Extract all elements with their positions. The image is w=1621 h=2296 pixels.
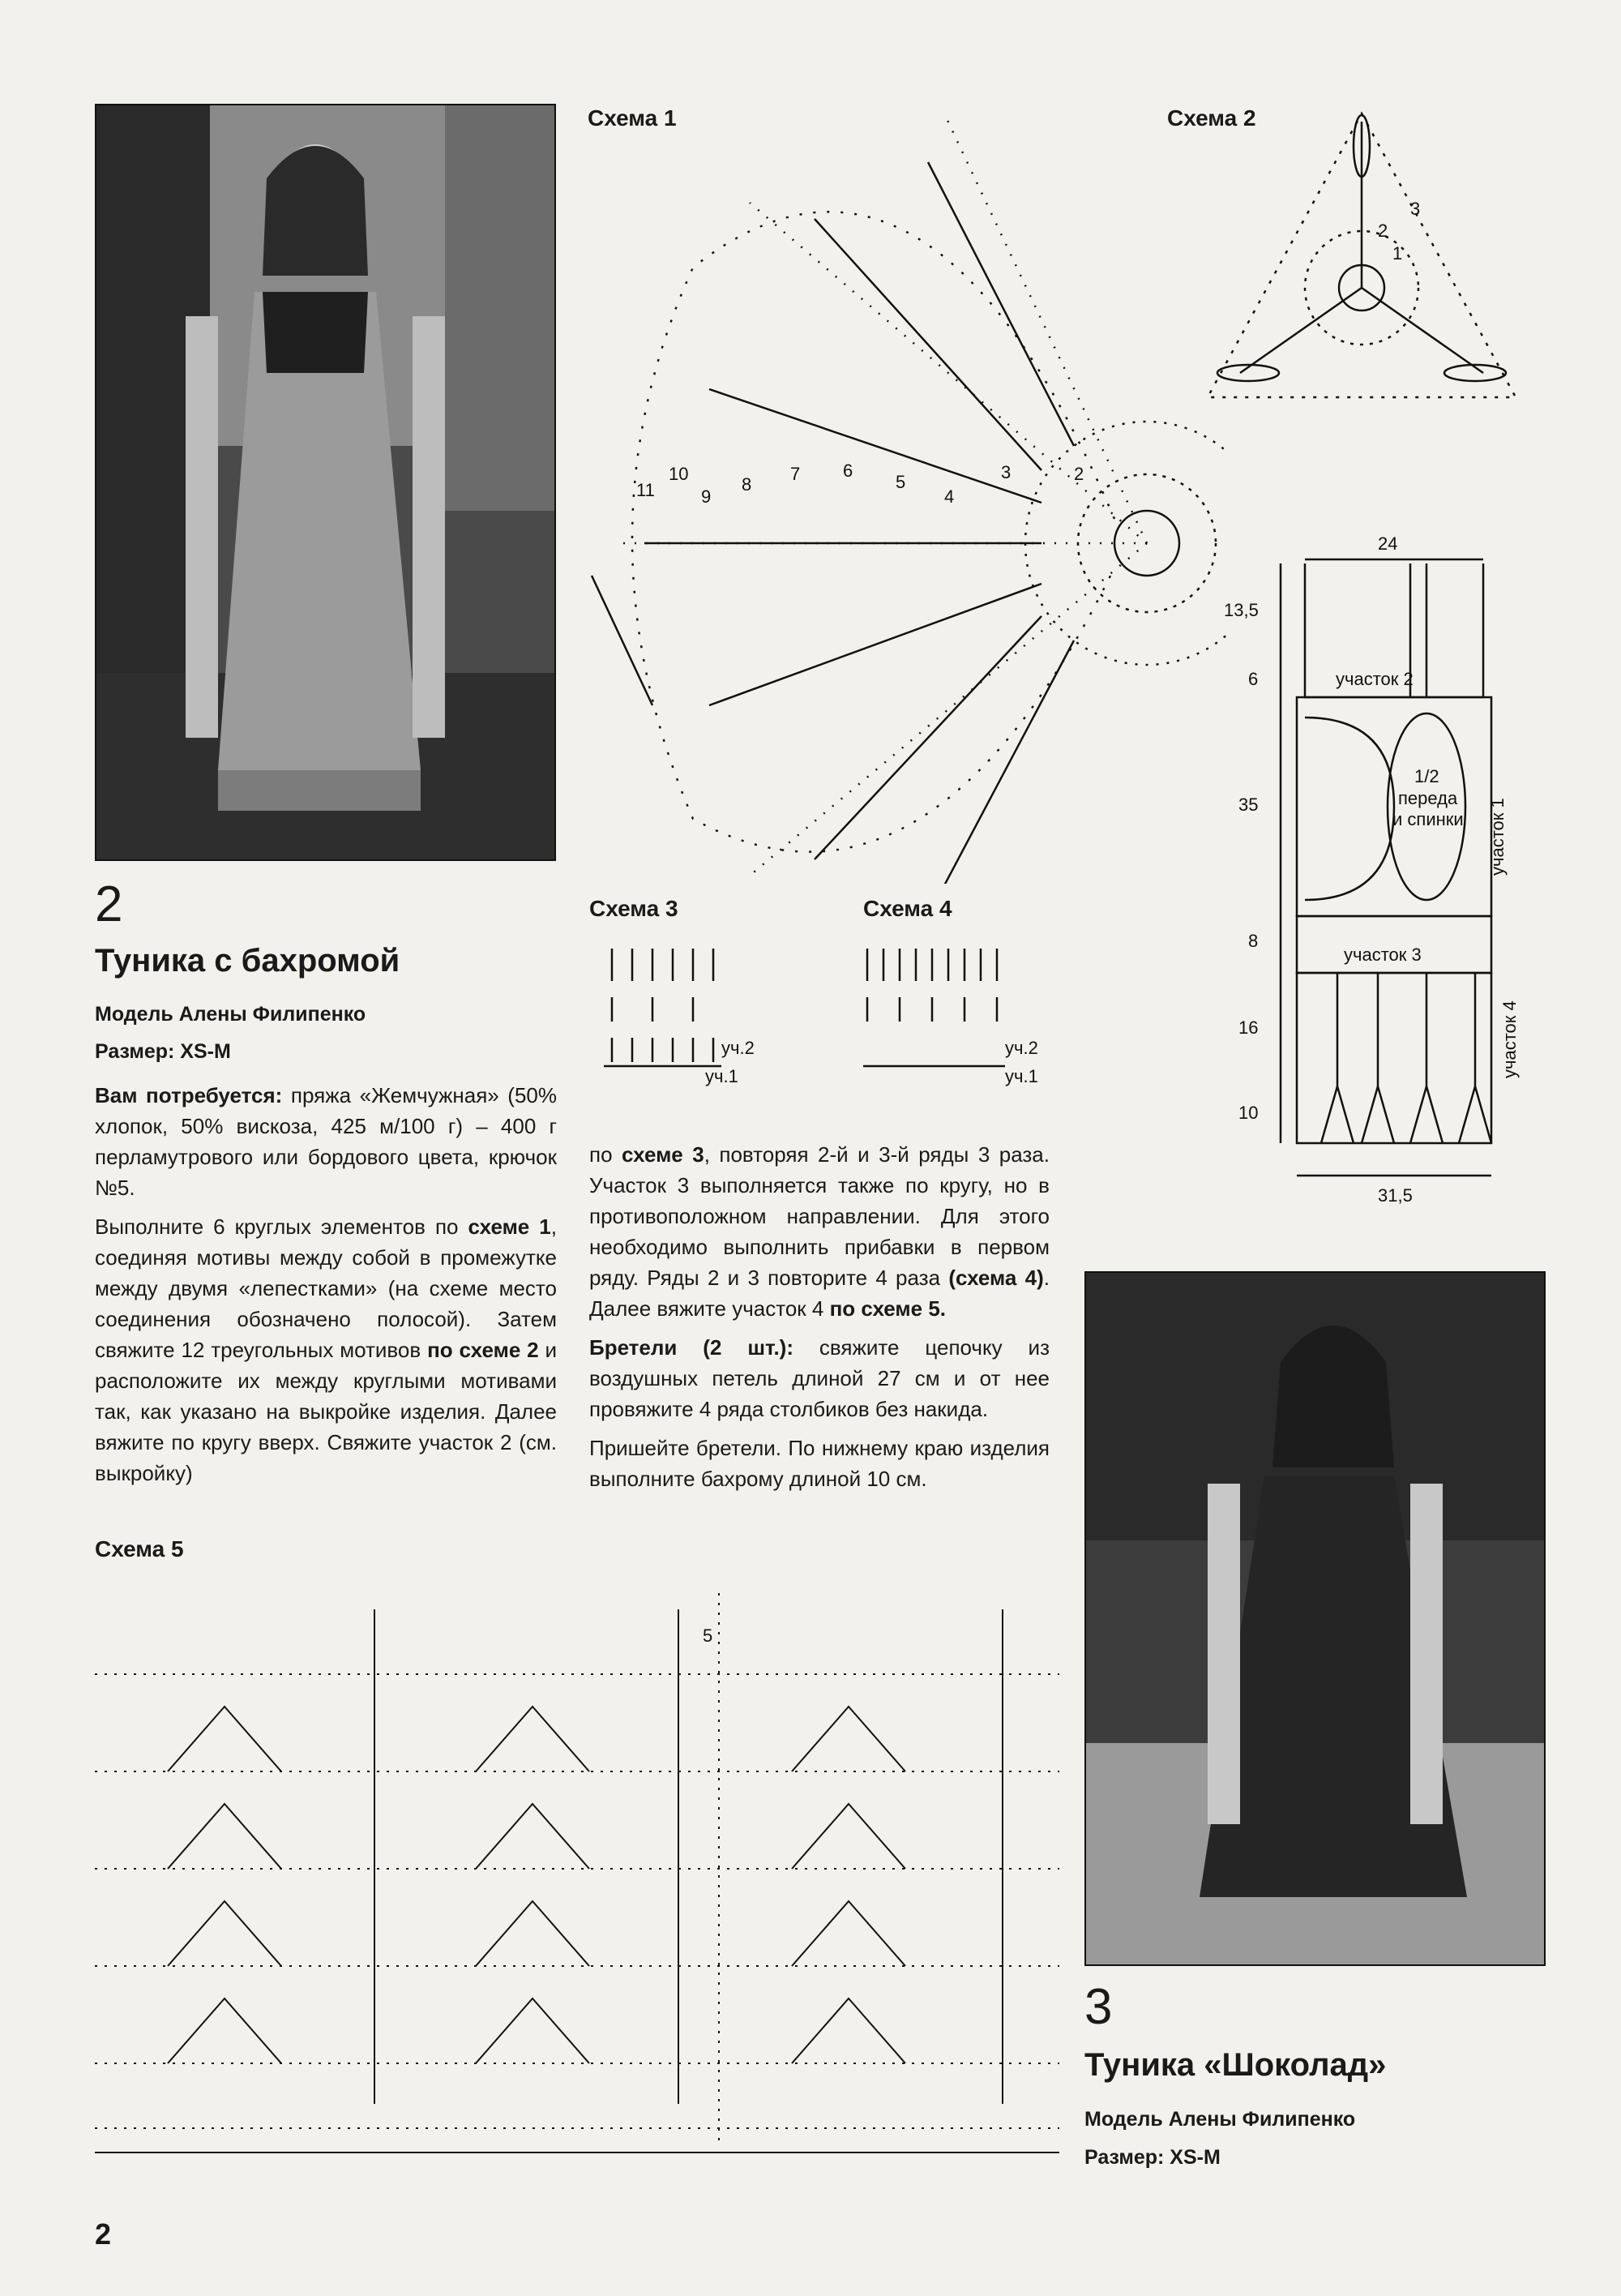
dim-bottom-width: 31,5	[1378, 1185, 1413, 1206]
dim-6: 6	[1248, 669, 1259, 689]
scheme-2-diagram	[1191, 97, 1532, 413]
scheme-5-label: Схема 5	[95, 1536, 184, 1561]
dim-top-width: 24	[1378, 533, 1398, 554]
scheme-5-diagram	[95, 1577, 1067, 2169]
scheme-1-label: Схема 1	[588, 105, 677, 131]
dim-8: 8	[1248, 931, 1259, 951]
scheme-3-label: Схема 3	[589, 896, 678, 921]
s2-row-2: 2	[1378, 221, 1388, 241]
row-9-label: 9	[701, 486, 712, 507]
text: по	[589, 1142, 622, 1167]
s5-repeat-marker: 5	[703, 1626, 713, 1646]
item-model: Модель Алены Филипенко	[95, 1003, 366, 1026]
scheme-4-diagram	[859, 932, 1054, 1086]
text: (схема 4)	[948, 1266, 1044, 1290]
zone-2-label: участок 2	[1336, 669, 1414, 689]
dim-16: 16	[1238, 1017, 1259, 1038]
item-3-model: Модель Алены Филипенко	[1084, 2108, 1356, 2131]
s4-uch2: уч.2	[1005, 1038, 1038, 1058]
text: по схеме 2	[427, 1338, 539, 1362]
item-number: 2	[95, 876, 123, 932]
instructions-col-2	[589, 1139, 1050, 1502]
garment-pattern	[1216, 503, 1572, 1224]
item-title: Туника с бахромой	[95, 943, 400, 979]
text: схеме 3	[622, 1142, 704, 1167]
dim-10: 10	[1238, 1103, 1259, 1123]
row-4-label: 4	[944, 486, 955, 507]
text: Выполните 6 круглых элементов по	[95, 1214, 468, 1239]
text: , повторяя 2-й и 3-й ряды 3 раза. Участок 3 выполняется также по кругу, но в противоположном направлении. Для этого необходимо выполнить прибавки в первом ряду. Ряды 2 и 3 повторите 4 раза	[589, 1142, 1050, 1290]
s3-uch1: уч.1	[705, 1066, 738, 1086]
scheme-1-diagram	[588, 65, 1228, 884]
row-8-label: 8	[742, 474, 752, 495]
text: Пришейте бретели. По нижнему краю изделия выполните бахрому длиной 10 см.	[589, 1436, 1050, 1491]
item-3-number: 3	[1084, 1979, 1113, 2035]
row-7-label: 7	[790, 464, 801, 484]
s3-uch2: уч.2	[721, 1038, 755, 1058]
s4-uch1: уч.1	[1005, 1066, 1038, 1086]
zone-1-label: участок 1	[1487, 798, 1508, 876]
instructions-col-1	[95, 1080, 557, 1497]
scheme-4-label: Схема 4	[863, 896, 952, 921]
row-6-label: 6	[843, 460, 853, 481]
zone-3-label: участок 3	[1344, 945, 1422, 965]
item-3-size: Размер: XS-M	[1084, 2146, 1221, 2169]
item-size: Размер: XS-M	[95, 1040, 231, 1063]
dim-35: 35	[1238, 795, 1259, 815]
text: , соединяя мотивы между собой в промежутке между двумя «лепестками» (на схеме место соединения обозначено полосой). Затем свяжите 12 треугольных мотивов	[95, 1214, 557, 1362]
materials-text: пряжа «Жемчужная» (50% хлопок, 50% вискоза, 425 м/100 г) – 400 г перламутрового или бордового цвета, крючок №5.	[95, 1083, 557, 1200]
page-number: 2	[95, 2217, 112, 2251]
row-5-label: 5	[896, 472, 906, 492]
row-10-label: 10	[669, 464, 689, 484]
row-3-label: 3	[1001, 462, 1012, 482]
row-2-label: 2	[1074, 464, 1084, 484]
photo-tunic-fringe	[95, 104, 556, 861]
zone-4-label: участок 4	[1499, 1000, 1520, 1078]
text: свяжите цепочку из воздушных петель длиной 27 см и от нее провяжите 4 ряда столбиков без накида.	[589, 1335, 1050, 1421]
s2-row-3: 3	[1410, 199, 1421, 219]
scheme-3-diagram	[600, 932, 778, 1086]
scheme-2-label: Схема 2	[1167, 105, 1256, 131]
text: . Далее вяжите участок 4	[589, 1266, 1050, 1321]
row-11-label: 11	[636, 480, 655, 500]
photo-tunic-chocolate	[1084, 1271, 1546, 1966]
half-label-1: 1/2	[1414, 766, 1439, 786]
materials-label: Вам потребуется:	[95, 1083, 283, 1107]
text: схеме 1	[468, 1214, 551, 1239]
s2-row-1: 1	[1392, 243, 1403, 263]
text: и расположите их между круглыми мотивами так, как указано на выкройке изделия. Далее вяжите по кругу вверх. Свяжите участок 2 (см. выкройку)	[95, 1338, 558, 1485]
half-label-2: переда	[1398, 788, 1458, 808]
dim-13-5: 13,5	[1224, 600, 1259, 620]
text: Бретели (2 шт.):	[589, 1335, 793, 1360]
item-3-title: Туника «Шоколад»	[1084, 2047, 1387, 2083]
half-label-3: и спинки	[1392, 809, 1464, 829]
text: по схеме 5.	[829, 1296, 947, 1321]
